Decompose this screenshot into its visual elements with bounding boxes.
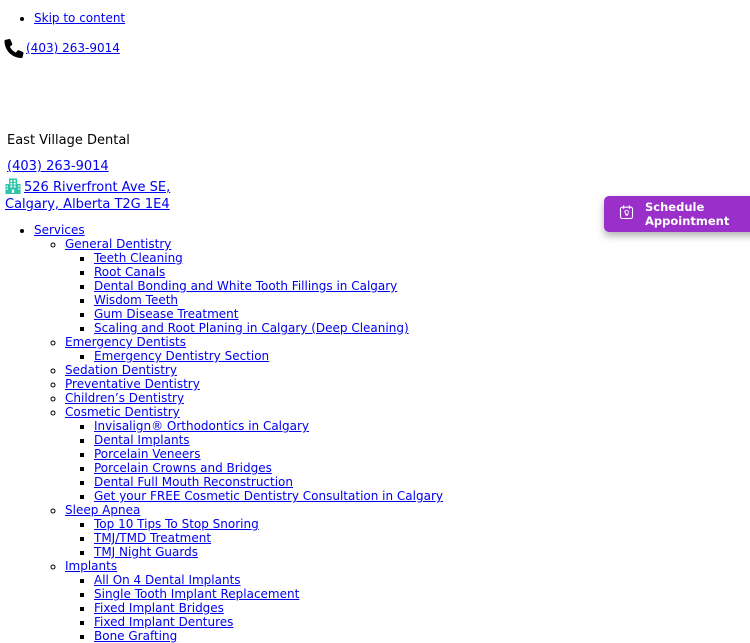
- nav-link-wisdom-teeth[interactable]: Wisdom Teeth: [94, 293, 179, 307]
- nav-item: [65, 363, 750, 377]
- nav-item: [94, 489, 750, 503]
- nav-link-porcelain-crowns-and-bridges[interactable]: Porcelain Crowns and Bridges: [94, 461, 272, 475]
- nav-link-porcelain-veneers[interactable]: Porcelain Veneers: [94, 447, 201, 461]
- nav-item: [94, 419, 750, 433]
- nav-item: [94, 293, 750, 307]
- header-phone-link[interactable]: (403) 263-9014: [7, 159, 109, 174]
- nav-link-children-s-dentistry[interactable]: Children’s Dentistry: [65, 391, 185, 405]
- nav-item: [65, 503, 750, 559]
- address-line2: Calgary, Alberta T2G 1E4: [5, 197, 170, 212]
- nav-link-single-tooth-implant-replacement[interactable]: Single Tooth Implant Replacement: [94, 587, 300, 601]
- nav-item: [65, 391, 750, 405]
- nav-item: [94, 531, 750, 545]
- address-line1: 526 Riverfront Ave SE,: [24, 180, 171, 195]
- nav-item: [94, 601, 750, 615]
- nav-link-preventative-dentistry[interactable]: Preventative Dentistry: [65, 377, 200, 391]
- nav-link-dental-bonding-and-white-tooth-fillings-in-calgary[interactable]: Dental Bonding and White Tooth Fillings in Calgary: [94, 279, 398, 293]
- schedule-appointment-button[interactable]: [604, 196, 750, 232]
- nav-item: [94, 349, 750, 363]
- nav-item: [94, 307, 750, 321]
- nav-link-all-on-4-dental-implants[interactable]: All On 4 Dental Implants: [94, 573, 241, 587]
- nav-item: [65, 405, 750, 503]
- nav-link-sleep-apnea[interactable]: Sleep Apnea: [65, 503, 141, 517]
- header-phone-row: [7, 159, 750, 174]
- top-phone-link[interactable]: (403) 263-9014: [26, 41, 120, 55]
- nav-item: [94, 447, 750, 461]
- skip-list-item: [34, 11, 750, 25]
- nav-link-fixed-implant-bridges[interactable]: Fixed Implant Bridges: [94, 601, 224, 615]
- nav-item: [94, 587, 750, 601]
- nav-item: [94, 251, 750, 265]
- nav-item: [94, 573, 750, 587]
- nav-link-general-dentistry[interactable]: General Dentistry: [65, 237, 172, 251]
- nav-item: [94, 629, 750, 643]
- nav-link-emergency-dentists[interactable]: Emergency Dentists: [65, 335, 186, 349]
- site-name: East Village Dental: [7, 133, 130, 148]
- nav-link-get-your-free-cosmetic-dentistry-consultation-in-calgary[interactable]: Get your FREE Cosmetic Dentistry Consultation in Calgary: [94, 489, 443, 503]
- nav-link-dental-full-mouth-reconstruction[interactable]: Dental Full Mouth Reconstruction: [94, 475, 294, 489]
- nav-link-gum-disease-treatment[interactable]: Gum Disease Treatment: [94, 307, 239, 321]
- nav-item: [94, 321, 750, 335]
- nav-link-top-10-tips-to-stop-snoring[interactable]: Top 10 Tips To Stop Snoring: [94, 517, 259, 531]
- nav-item: [65, 335, 750, 363]
- top-phone-row: [0, 38, 750, 58]
- schedule-line2: Appointment: [645, 214, 730, 228]
- nav-item: [65, 377, 750, 391]
- nav-link-fixed-implant-dentures[interactable]: Fixed Implant Dentures: [94, 615, 234, 629]
- nav-item: [94, 461, 750, 475]
- nav-item: [94, 279, 750, 293]
- nav-link-bone-grafting[interactable]: Bone Grafting: [94, 629, 178, 643]
- skip-to-content-link[interactable]: Skip to content: [34, 11, 126, 25]
- nav-link-implants[interactable]: Implants: [65, 559, 118, 573]
- nav-link-invisalign-orthodontics-in-calgary[interactable]: Invisalign® Orthodontics in Calgary: [94, 419, 310, 433]
- nav-link-dental-implants[interactable]: Dental Implants: [94, 433, 190, 447]
- nav-item: [94, 545, 750, 559]
- nav-item: [34, 223, 750, 643]
- nav-link-root-canals[interactable]: Root Canals: [94, 265, 166, 279]
- nav-item: [65, 559, 750, 643]
- nav-link-tmj-night-guards[interactable]: TMJ Night Guards: [94, 545, 198, 559]
- phone-icon: [4, 39, 24, 58]
- schedule-line1: Schedule: [645, 200, 705, 214]
- skip-list: [0, 11, 750, 25]
- nav-link-tmj-tmd-treatment[interactable]: TMJ/TMD Treatment: [94, 531, 212, 545]
- nav-item: [94, 615, 750, 629]
- address-block: [5, 178, 180, 212]
- nav-item: [94, 517, 750, 531]
- services-nav: [0, 223, 750, 643]
- nav-link-scaling-and-root-planing-in-calgary-deep-cleaning[interactable]: Scaling and Root Planing in Calgary (Deep Cleaning): [94, 321, 409, 335]
- nav-item: [94, 265, 750, 279]
- nav-link-services[interactable]: Services: [34, 223, 85, 237]
- nav-item: [94, 433, 750, 447]
- building-icon: [5, 178, 21, 198]
- calendar-tooth-icon: [618, 204, 635, 224]
- nav-item: [65, 237, 750, 335]
- nav-link-emergency-dentistry-section[interactable]: Emergency Dentistry Section: [94, 349, 270, 363]
- nav-link-teeth-cleaning[interactable]: Teeth Cleaning: [94, 251, 183, 265]
- nav-item: [94, 475, 750, 489]
- nav-link-cosmetic-dentistry[interactable]: Cosmetic Dentistry: [65, 405, 180, 419]
- nav-link-sedation-dentistry[interactable]: Sedation Dentistry: [65, 363, 178, 377]
- address-link[interactable]: [5, 180, 170, 212]
- schedule-appointment-label: [645, 200, 729, 228]
